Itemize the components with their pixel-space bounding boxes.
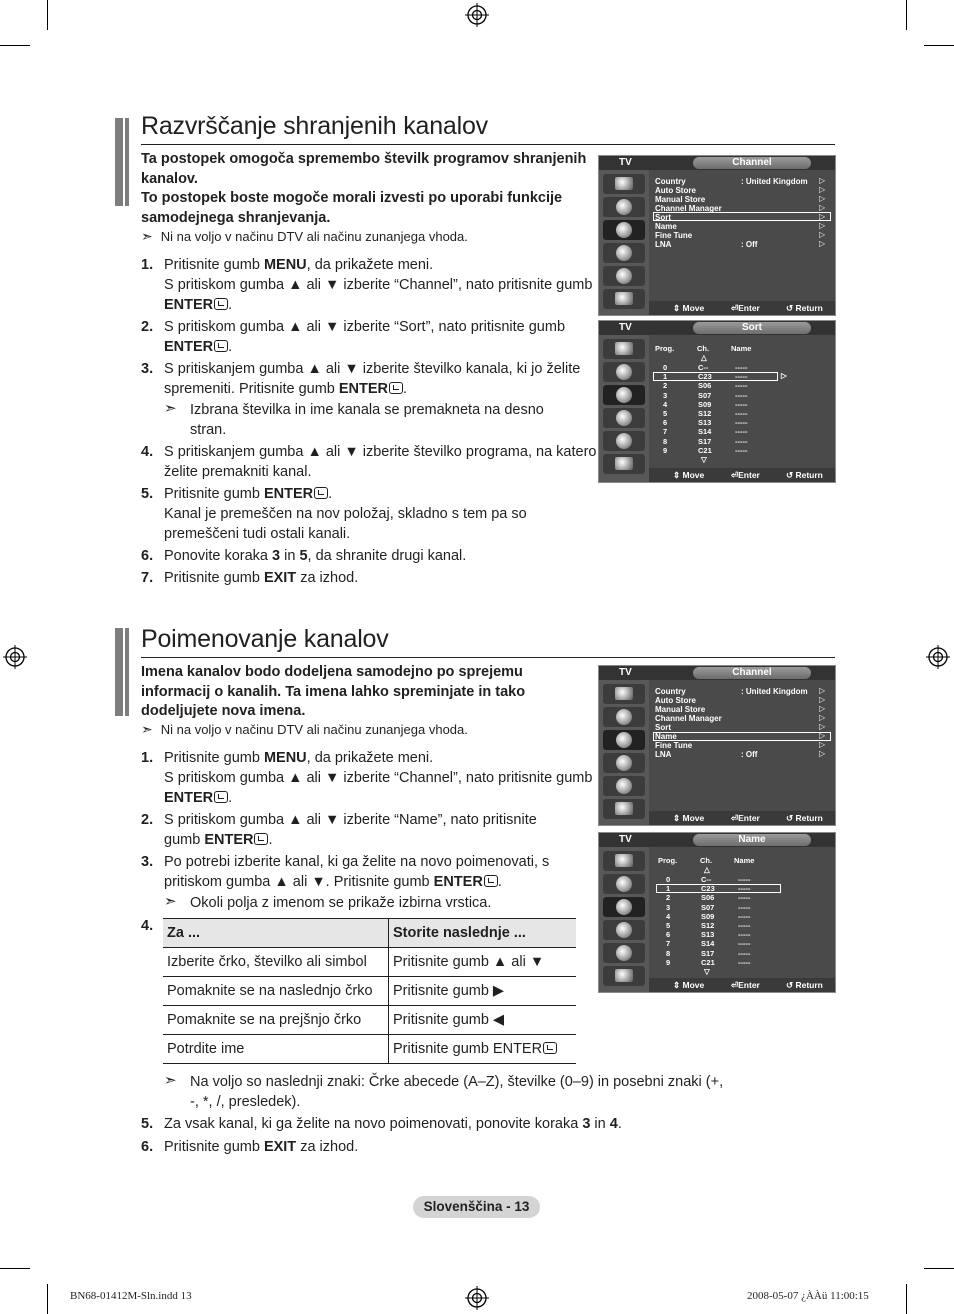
osd-enter-hint: ⏎Enter [731, 813, 760, 823]
osd-selection-highlight [653, 212, 831, 221]
osd-column-header: Ch. [700, 856, 713, 865]
channel-icon [603, 897, 645, 917]
step-text: in [590, 1116, 610, 1132]
osd-item: Manual Store [655, 195, 706, 204]
divider [141, 144, 835, 145]
table-cell: Pritisnite gumb ▲ ali ▼ [389, 948, 577, 977]
step [141, 484, 601, 546]
osd-down-arrow-icon: ▽ [701, 455, 707, 464]
enter-icon [314, 487, 328, 499]
step-text: za izhod. [296, 570, 359, 586]
osd-return-hint: ↺ Return [786, 470, 823, 480]
note-arrow-icon: ➣ [164, 1072, 177, 1089]
step-text: S pritiskom gumba ▲ ali ▼ izberite “Sort”, nato pritisnite gumb [164, 319, 566, 335]
key-label: ENTER [164, 339, 214, 355]
step-text: S pritiskom gumba ▲ ali ▼ izberite “Channel”, nato pritisnite gumb [164, 770, 593, 786]
section-title: Poimenovanje kanalov [141, 625, 389, 653]
step-text: S pritiskom gumba ▲ ali ▼ izberite “Channel”, nato pritisnite gumb [164, 277, 593, 293]
osd-item: Sort [655, 723, 671, 732]
osd-tv-label: TV [619, 157, 632, 168]
osd-enter-hint: ⏎Enter [731, 980, 760, 990]
table-row [163, 948, 576, 977]
step [141, 255, 601, 317]
osd-move-hint: ⇕ Move [673, 980, 705, 990]
key-label: 3 [582, 1116, 591, 1132]
step-text: Pritisnite gumb [164, 750, 264, 766]
registration-mark-icon [465, 1286, 489, 1310]
channel-icon [603, 220, 645, 240]
step-text: . [497, 874, 502, 890]
setup-icon [603, 243, 645, 263]
osd-value: : Off [741, 240, 758, 249]
osd-up-arrow-icon: △ [704, 865, 710, 874]
step-number: 2. [141, 812, 154, 828]
enter-icon [214, 340, 228, 352]
sub-note-text: Na voljo so naslednji znaki: Črke abecede (A–Z), številke (0–9) in posebni znaki (+, -, *, /, presledek). [190, 1074, 724, 1110]
osd-return-hint: ↺ Return [786, 303, 823, 313]
step [141, 546, 601, 568]
sound-icon [603, 707, 645, 727]
step-number: 2. [141, 319, 154, 335]
application-icon [603, 454, 645, 474]
osd-footer [649, 811, 835, 825]
step [141, 810, 601, 852]
osd-footer [649, 301, 835, 315]
osd-arrow-icon: ▷ ▷ ▷ ▷ ▷ ▷ ▷ ▷ [819, 176, 826, 248]
step-text: , da shranite drugi kanal. [307, 548, 467, 564]
step-number: 7. [141, 570, 154, 586]
step [141, 317, 601, 359]
table-row [163, 1006, 576, 1035]
osd-title: Channel [693, 667, 811, 679]
osd-item: Fine Tune [655, 741, 693, 750]
key-label: EXIT [263, 1139, 297, 1155]
registration-mark-icon [926, 645, 950, 669]
key-label: ENTER [204, 832, 254, 848]
osd-name-list [598, 832, 836, 993]
table-header: Za ... [163, 919, 389, 948]
osd-column-header: Ch. [697, 344, 710, 353]
step-text: Pritisnite gumb [164, 570, 264, 586]
channel-icon [603, 385, 645, 405]
intro-line: Ta postopek omogoča spremembo številk programov shranjenih kanalov. [141, 151, 587, 187]
step [141, 852, 601, 894]
step [141, 568, 601, 590]
osd-menu-list [649, 170, 835, 303]
osd-right-arrow-icon: ▷ [781, 371, 787, 380]
enter-icon [214, 298, 228, 310]
table-cell [389, 1035, 577, 1064]
osd-item: Sort [655, 213, 671, 222]
osd-tv-label: TV [619, 834, 632, 845]
osd-item: Fine Tune [655, 231, 693, 240]
step [141, 748, 601, 810]
input-icon [603, 266, 645, 286]
picture-icon [603, 684, 645, 704]
enter-icon [484, 875, 498, 887]
osd-item: Auto Store [655, 696, 696, 705]
step-text: . [228, 339, 233, 355]
osd-title: Name [693, 834, 811, 846]
print-file-label: BN68-01412M-Sln.indd 13 [70, 1290, 192, 1302]
osd-move-hint: ⇕ Move [673, 303, 705, 313]
osd-tv-label: TV [619, 667, 632, 678]
sub-note-text: Okoli polja z imenom se prikaže izbirna vrstica. [190, 895, 492, 911]
osd-move-hint: ⇕ Move [673, 470, 705, 480]
step-text: Pritisnite gumb [164, 257, 264, 273]
application-icon [603, 966, 645, 986]
osd-menu-list [649, 680, 835, 813]
osd-header-bar [599, 833, 835, 847]
step [141, 442, 601, 484]
page-number-label: Slovenščina - 13 [413, 1196, 540, 1218]
intro-line: To postopek boste mogoče morali izvesti po uporabi funkcije samodejnega shranjevanja. [141, 190, 563, 226]
step [141, 1114, 681, 1136]
crop-mark [0, 45, 30, 46]
table-header-row [163, 919, 576, 948]
step-text: Po potrebi izberite kanal, ki ga želite na novo poimenovati, s pritiskom gumba ▲ ali ▼. Pritisnite gumb [164, 854, 550, 890]
crop-mark [924, 45, 954, 46]
step-number: 6. [141, 548, 154, 564]
step-number: 5. [141, 1116, 154, 1132]
section-intro: Imena kanalov bodo dodeljena samodejno po sprejemu informacij o kanalih. Ta imena lahko spreminjate in tako dodeljujete nova imena. [141, 664, 526, 719]
key-label: MENU [263, 750, 307, 766]
osd-up-arrow-icon: △ [701, 353, 707, 362]
osd-title: Sort [693, 322, 811, 334]
osd-prog-column: 0 1 2 3 4 5 6 7 8 9 [666, 875, 671, 967]
picture-icon [603, 851, 645, 871]
setup-icon [603, 753, 645, 773]
osd-selection-highlight [656, 884, 781, 893]
osd-return-hint: ↺ Return [786, 980, 823, 990]
osd-column-header: Prog. [658, 856, 678, 865]
osd-channel-menu [598, 155, 836, 316]
osd-column-header: Name [731, 344, 752, 353]
key-label: ENTER [338, 381, 389, 397]
sound-icon [603, 874, 645, 894]
step-text: S pritiskom gumba ▲ ali ▼ izberite “Name”, nato pritisnite gumb [164, 812, 537, 848]
osd-ch-column: C-- C23 S06 S07 S09 S12 S13 S14 S17 C21 [701, 875, 715, 967]
table-cell: Pritisnite gumb ▶ [389, 977, 577, 1006]
key-label: 3 [272, 548, 281, 564]
crop-mark [47, 0, 48, 30]
step-text: S pritiskanjem gumba ▲ ali ▼ izberite številko programa, na katero želite premakniti kanal. [164, 444, 597, 480]
step-text: , da prikažete meni. [306, 750, 434, 766]
table-cell: Pomaknite se na prejšnjo črko [163, 1006, 389, 1035]
osd-item: Name [655, 732, 677, 741]
step [141, 1137, 601, 1159]
osd-column-header: Prog. [655, 344, 675, 353]
osd-footer [649, 978, 835, 992]
divider [141, 657, 835, 658]
crop-mark [47, 1284, 48, 1314]
osd-selection-highlight [653, 372, 778, 381]
step-number: 1. [141, 750, 154, 766]
osd-value: : United Kingdom [741, 177, 808, 186]
note-arrow-icon: ➣ [141, 228, 153, 244]
key-label: 4 [609, 1116, 618, 1132]
crop-mark [906, 1284, 907, 1314]
osd-item: LNA [655, 750, 672, 759]
step-text: . [403, 381, 408, 397]
step-text: Ponovite koraka [164, 548, 273, 564]
osd-tv-label: TV [619, 322, 632, 333]
osd-sort-list [598, 320, 836, 483]
registration-mark-icon [3, 645, 27, 669]
table-cell: Potrdite ime [163, 1035, 389, 1064]
osd-item: LNA [655, 240, 672, 249]
crop-mark [0, 1268, 30, 1269]
step-number: 3. [141, 854, 154, 870]
step-text: Kanal je premeščen na nov položaj, skladno s tem pa so premeščeni tudi ostali kanali. [164, 506, 527, 542]
channel-icon [603, 730, 645, 750]
osd-selection-highlight [653, 732, 831, 741]
sound-icon [603, 362, 645, 382]
key-table [163, 918, 576, 1064]
print-timestamp: 2008-05-07 ¿ÀÀü 11:00:15 [747, 1290, 869, 1302]
picture-icon [603, 174, 645, 194]
osd-item: Channel Manager [655, 204, 722, 213]
osd-name-column: ----- ----- ----- ----- ----- ----- ----- ----- ----- ----- [735, 363, 748, 455]
step-text: Za vsak kanal, ki ga želite na novo poimenovati, ponovite koraka [164, 1116, 583, 1132]
input-icon [603, 431, 645, 451]
osd-header-bar [599, 321, 835, 335]
input-icon [603, 776, 645, 796]
registration-mark-icon [465, 3, 489, 27]
osd-column-header: Name [734, 856, 755, 865]
osd-header-bar [599, 156, 835, 170]
picture-icon [603, 339, 645, 359]
step-text: Pritisnite gumb [164, 486, 264, 502]
note-arrow-icon: ➣ [164, 400, 177, 417]
application-icon [603, 799, 645, 819]
enter-icon [254, 833, 268, 845]
osd-item: Name [655, 222, 677, 231]
key-label: ENTER [164, 297, 214, 313]
step-text: , da prikažete meni. [306, 257, 434, 273]
osd-item: Country [655, 177, 686, 186]
table-cell-text: Pritisnite gumb ENTER [393, 1041, 543, 1057]
step-number: 1. [141, 257, 154, 273]
step-number: 4. [141, 918, 154, 934]
step-number: 4. [141, 444, 154, 460]
osd-value: : United Kingdom [741, 687, 808, 696]
note-arrow-icon: ➣ [164, 893, 177, 910]
key-label: EXIT [263, 570, 297, 586]
enter-icon [389, 382, 403, 394]
osd-move-hint: ⇕ Move [673, 813, 705, 823]
osd-value: : Off [741, 750, 758, 759]
step-text: . [228, 790, 233, 806]
key-label: ENTER [433, 874, 483, 890]
osd-channel-menu [598, 665, 836, 826]
section-accent-bar [115, 118, 131, 206]
table-header: Storite naslednje ... [389, 919, 577, 948]
table-cell: Izberite črko, številko ali simbol [163, 948, 389, 977]
setup-icon [603, 920, 645, 940]
key-label: MENU [263, 257, 307, 273]
table-cell: Pritisnite gumb ◀ [389, 1006, 577, 1035]
osd-item: Manual Store [655, 705, 706, 714]
sub-note-text: Izbrana številka in ime kanala se premakneta na desno stran. [190, 402, 544, 438]
osd-item: Channel Manager [655, 714, 722, 723]
osd-item: Auto Store [655, 186, 696, 195]
osd-title: Channel [693, 157, 811, 169]
section-title: Razvrščanje shranjenih kanalov [141, 112, 488, 140]
osd-header-bar [599, 666, 835, 680]
step-text: . [228, 297, 233, 313]
table-cell: Pomaknite se na naslednjo črko [163, 977, 389, 1006]
osd-footer [649, 468, 835, 482]
key-label: 5 [299, 548, 308, 564]
osd-ch-column: C-- C23 S06 S07 S09 S12 S13 S14 S17 C21 [698, 363, 712, 455]
step-text: za izhod. [296, 1139, 359, 1155]
osd-enter-hint: ⏎Enter [731, 303, 760, 313]
step-number: 3. [141, 361, 154, 377]
osd-name-table [649, 847, 835, 980]
step-text: in [280, 548, 300, 564]
osd-prog-column: 0 1 2 3 4 5 6 7 8 9 [663, 363, 668, 455]
step [141, 359, 601, 401]
key-label: ENTER [263, 486, 314, 502]
step-text: . [328, 486, 333, 502]
section-intro [141, 150, 591, 228]
osd-item: Country [655, 687, 686, 696]
step-number: 6. [141, 1139, 154, 1155]
step-text: . [268, 832, 273, 848]
osd-down-arrow-icon: ▽ [704, 967, 710, 976]
step-number: 5. [141, 486, 154, 502]
section-accent-bar [115, 628, 131, 716]
step-text: S pritiskanjem gumba ▲ ali ▼ izberite številko kanala, ki jo želite spremeniti. Pritisnite gumb [164, 361, 581, 397]
note-text: Ni na voljo v načinu DTV ali načinu zunanjega vhoda. [160, 722, 468, 737]
input-icon [603, 943, 645, 963]
note [141, 721, 468, 738]
osd-return-hint: ↺ Return [786, 813, 823, 823]
osd-name-column: ----- ----- ----- ----- ----- ----- ----- ----- ----- ----- [738, 875, 751, 967]
enter-icon [214, 791, 228, 803]
table-row [163, 977, 576, 1006]
step-text: Pritisnite gumb [164, 1139, 264, 1155]
key-label: ENTER [164, 790, 214, 806]
application-icon [603, 289, 645, 309]
note [141, 228, 468, 245]
setup-icon [603, 408, 645, 428]
enter-icon [543, 1042, 557, 1054]
osd-sort-table [649, 335, 835, 470]
table-row [163, 1035, 576, 1064]
osd-enter-hint: ⏎Enter [731, 470, 760, 480]
osd-arrow-icon: ▷ ▷ ▷ ▷ ▷ ▷ ▷ ▷ [819, 686, 826, 758]
crop-mark [906, 0, 907, 30]
crop-mark [924, 1268, 954, 1269]
note-text: Ni na voljo v načinu DTV ali načinu zunanjega vhoda. [160, 229, 468, 244]
note-arrow-icon: ➣ [141, 721, 153, 737]
step-text: . [617, 1116, 622, 1132]
sound-icon [603, 197, 645, 217]
